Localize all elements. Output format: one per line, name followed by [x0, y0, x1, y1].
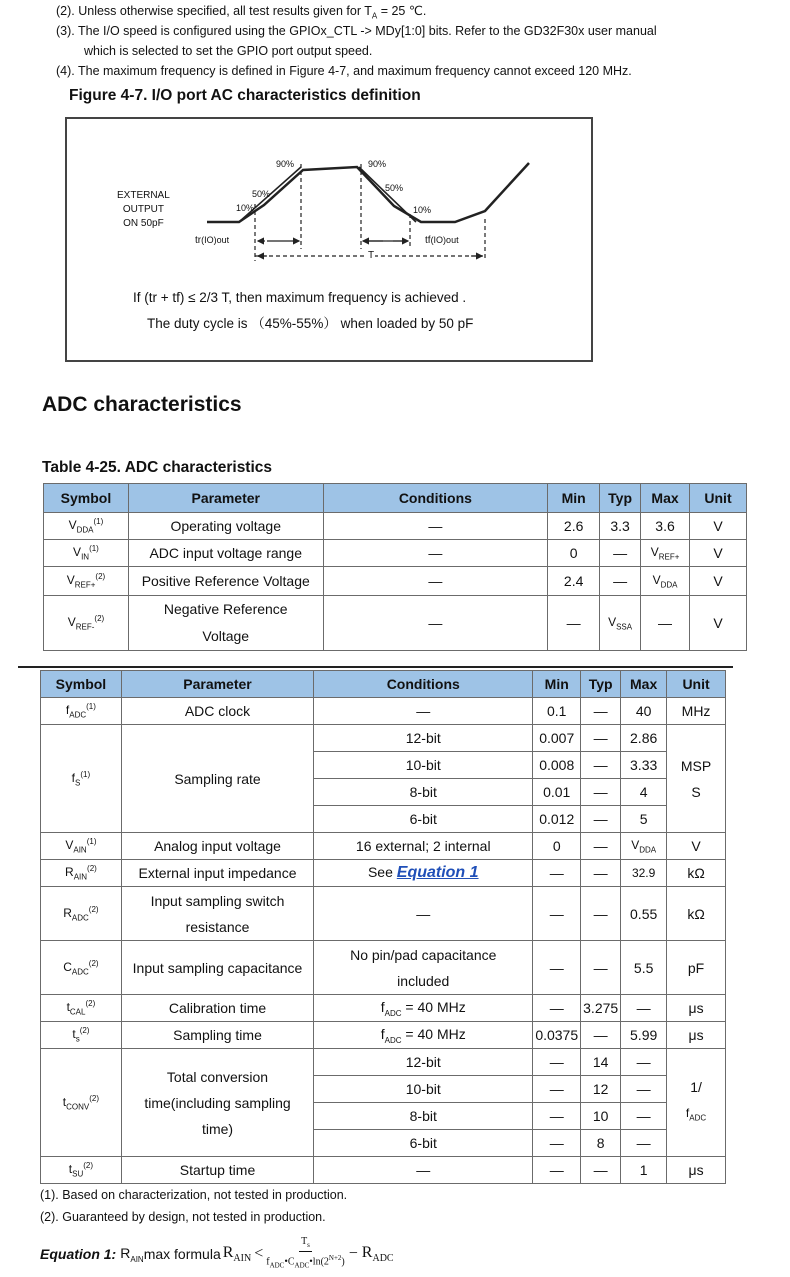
equation-1: [40, 1238, 394, 1270]
header-max: Max: [621, 671, 667, 698]
equation-minus: −: [348, 1245, 358, 1262]
param-cell: Analog input voltage: [121, 833, 313, 860]
min-cell: —: [533, 1157, 581, 1184]
min-cell: 2.4: [548, 567, 600, 596]
max-cell: $V_{DDA}$: [641, 567, 690, 596]
symbol-ts: $t_s^{(2)}$: [41, 1022, 122, 1049]
max-cell: $V_{REF+}$: [641, 540, 690, 567]
cond-cell: —: [323, 540, 548, 567]
symbol-tcal: $t_{CAL}^{(2)}$: [41, 995, 122, 1022]
typ-cell: —: [581, 1022, 621, 1049]
min-cell: —: [533, 887, 581, 941]
unit-cell: V: [690, 540, 747, 567]
symbol-cadc: $C_{ADC}^{(2)}$: [41, 941, 122, 995]
param-cell: External input impedance: [121, 860, 313, 887]
typ-cell: —: [600, 540, 641, 567]
unit-cell: V: [667, 833, 726, 860]
cond-cell: —: [323, 567, 548, 596]
max-cell: 5.5: [621, 941, 667, 995]
symbol-rain: $R_{AIN}^{(2)}$: [41, 860, 122, 887]
param-cell: Input sampling capacitance: [121, 941, 313, 995]
header-symbol: Symbol: [41, 671, 122, 698]
symbol-vin: $V_{IN}^{(1)}$: [44, 540, 129, 567]
typ-cell: —: [581, 941, 621, 995]
symbol-fadc: $f_{ADC}^{(1)}$: [41, 698, 122, 725]
unit-cell: V: [690, 567, 747, 596]
unit-cell: 1/ $f_{ADC}$: [667, 1049, 726, 1157]
cond-cell: $f_{ADC} = 40$ MHz: [314, 1022, 533, 1049]
typ-cell: 3.275: [581, 995, 621, 1022]
external-output-label: EXTERNAL OUTPUT ON 50pF: [117, 190, 170, 229]
typ-cell: —: [581, 698, 621, 725]
symbol-vref-plus: $V_{REF+}^{(2)}$: [44, 567, 129, 596]
footnote-2: (2). Guaranteed by design, not tested in production.: [40, 1210, 326, 1224]
table-row: [41, 725, 726, 752]
pct-90-rise: 90%: [276, 159, 295, 169]
param-cell: Total conversion time(including sampling time): [121, 1049, 313, 1157]
cond-cell: —: [323, 513, 548, 540]
symbol-tsu: $t_{SU}^{(2)}$: [41, 1157, 122, 1184]
param-cell: Input sampling switch resistance: [121, 887, 313, 941]
param-cell: Calibration time: [121, 995, 313, 1022]
typ-cell: 3.3: [600, 513, 641, 540]
param-cell: Startup time: [121, 1157, 313, 1184]
typ-cell: —: [600, 567, 641, 596]
header-conditions: Conditions: [314, 671, 533, 698]
max-cell: —: [621, 1049, 667, 1076]
table1-header-row: [44, 484, 747, 513]
note-4: (4). The maximum frequency is defined in Figure 4-7, and maximum frequency cannot exceed 120 MHz.: [56, 64, 632, 78]
min-cell: —: [533, 860, 581, 887]
symbol-vain: $V_{AIN}^{(1)}$: [41, 833, 122, 860]
unit-cell: kΩ: [667, 887, 726, 941]
figure-box: [65, 117, 593, 362]
table2-header-row: [41, 671, 726, 698]
min-cell: 0.01: [533, 779, 581, 806]
cond-cell: 12-bit: [314, 1049, 533, 1076]
max-cell: —: [621, 1076, 667, 1103]
equation-lt: <: [254, 1245, 264, 1262]
header-min: Min: [533, 671, 581, 698]
condition-line-2: The duty cycle is （45%-55%） when loaded by 50 pF: [147, 316, 474, 331]
equation-fraction: [266, 1236, 345, 1271]
typ-cell: —: [581, 779, 621, 806]
min-cell: 0.1: [533, 698, 581, 725]
header-symbol: Symbol: [44, 484, 129, 513]
equation-r: $R_{AIN}$: [120, 1244, 144, 1264]
max-cell: 3.33: [621, 752, 667, 779]
unit-cell: μs: [667, 995, 726, 1022]
cond-cell: 8-bit: [314, 779, 533, 806]
pct-10-fall: 10%: [413, 205, 432, 215]
symbol-radc: $R_{ADC}^{(2)}$: [41, 887, 122, 941]
max-cell: 5: [621, 806, 667, 833]
typ-cell: $V_{SSA}$: [600, 596, 641, 651]
min-cell: 0: [548, 540, 600, 567]
param-cell: Operating voltage: [128, 513, 323, 540]
cond-cell: 10-bit: [314, 752, 533, 779]
table-row: [41, 941, 726, 995]
table-row: [41, 698, 726, 725]
table-row: [41, 1022, 726, 1049]
note-3-cont: which is selected to set the GPIO port output speed.: [84, 44, 373, 58]
cond-cell: 10-bit: [314, 1076, 533, 1103]
equation-label: Equation 1:: [40, 1246, 117, 1262]
header-max: Max: [641, 484, 690, 513]
header-parameter: Parameter: [121, 671, 313, 698]
param-cell: Negative Reference Voltage: [128, 596, 323, 651]
equation-numerator: $T_s$: [299, 1236, 312, 1252]
tr-label: tr(IO)out: [195, 235, 230, 246]
pct-50-rise: 50%: [252, 189, 271, 199]
min-cell: 0.0375: [533, 1022, 581, 1049]
cond-cell: —: [314, 698, 533, 725]
cond-cell: No pin/pad capacitance included: [314, 941, 533, 995]
cond-cell: —: [314, 1157, 533, 1184]
equation-1-link[interactable]: Equation 1: [396, 864, 479, 881]
unit-cell: MHz: [667, 698, 726, 725]
min-cell: —: [548, 596, 600, 651]
table-row: [44, 513, 747, 540]
min-cell: 0.007: [533, 725, 581, 752]
header-typ: Typ: [581, 671, 621, 698]
max-cell: —: [641, 596, 690, 651]
note-3: (3). The I/O speed is configured using the GPIOx_CTL -> MDy[1:0] bits. Refer to the GD32F30x user manual: [56, 24, 657, 38]
unit-cell: μs: [667, 1157, 726, 1184]
tf-label: tf(IO)out: [425, 235, 459, 246]
min-cell: 2.6: [548, 513, 600, 540]
min-cell: —: [533, 941, 581, 995]
max-cell: —: [621, 1130, 667, 1157]
cond-cell: 6-bit: [314, 806, 533, 833]
max-cell: 1: [621, 1157, 667, 1184]
table-row: [44, 567, 747, 596]
section-title: ADC characteristics: [42, 393, 242, 416]
symbol-fs: $f_S^{(1)}$: [41, 725, 122, 833]
param-cell: ADC input voltage range: [128, 540, 323, 567]
typ-cell: 10: [581, 1103, 621, 1130]
param-cell: Sampling time: [121, 1022, 313, 1049]
max-cell: 0.55: [621, 887, 667, 941]
cond-cell: —: [323, 596, 548, 651]
typ-cell: —: [581, 860, 621, 887]
min-cell: —: [533, 1049, 581, 1076]
unit-cell: MSP S: [667, 725, 726, 833]
min-cell: —: [533, 995, 581, 1022]
min-cell: 0: [533, 833, 581, 860]
typ-cell: —: [581, 725, 621, 752]
max-cell: 3.6: [641, 513, 690, 540]
min-cell: —: [533, 1103, 581, 1130]
figure-title: Figure 4-7. I/O port AC characteristics definition: [69, 87, 421, 104]
header-conditions: Conditions: [323, 484, 548, 513]
cond-cell: 12-bit: [314, 725, 533, 752]
table-row: [44, 596, 747, 651]
footnote-1: (1). Based on characterization, not tested in production.: [40, 1188, 348, 1202]
equation-lhs: $R_{AIN}$: [222, 1243, 252, 1265]
param-cell: Sampling rate: [121, 725, 313, 833]
max-cell: —: [621, 1103, 667, 1130]
adc-table-part1: [43, 483, 747, 651]
min-cell: —: [533, 1076, 581, 1103]
symbol-tconv: $t_{CONV}^{(2)}$: [41, 1049, 122, 1157]
cond-cell: 6-bit: [314, 1130, 533, 1157]
cond-cell: —: [314, 887, 533, 941]
cond-cell: 16 external; 2 internal: [314, 833, 533, 860]
unit-cell: pF: [667, 941, 726, 995]
table-title: Table 4-25. ADC characteristics: [42, 459, 273, 476]
table-row: [41, 833, 726, 860]
equation-denominator: $f_{ADC}•C_{ADC}•\ln(2^{N+2})$: [266, 1254, 345, 1270]
cond-cell: $f_{ADC} = 40$ MHz: [314, 995, 533, 1022]
table-row: [41, 860, 726, 887]
header-min: Min: [548, 484, 600, 513]
header-unit: Unit: [667, 671, 726, 698]
max-cell: 40: [621, 698, 667, 725]
max-cell: 2.86: [621, 725, 667, 752]
typ-cell: —: [581, 887, 621, 941]
equation-text: max formula: [143, 1246, 221, 1262]
cond-cell: 8-bit: [314, 1103, 533, 1130]
typ-cell: —: [581, 833, 621, 860]
table-row: [41, 887, 726, 941]
period-label: T: [368, 250, 375, 261]
adc-table-part2: [40, 670, 726, 1184]
pct-90-fall: 90%: [368, 159, 387, 169]
unit-cell: V: [690, 596, 747, 651]
table-row: [41, 995, 726, 1022]
note-2: (2). Unless otherwise specified, all test results given for $T_A = 25$ ℃.: [56, 4, 427, 21]
typ-cell: 12: [581, 1076, 621, 1103]
typ-cell: 14: [581, 1049, 621, 1076]
min-cell: —: [533, 1130, 581, 1157]
pct-10-rise: 10%: [236, 203, 255, 213]
min-cell: 0.012: [533, 806, 581, 833]
typ-cell: —: [581, 1157, 621, 1184]
table-row: [44, 540, 747, 567]
header-unit: Unit: [690, 484, 747, 513]
symbol-vdda: $V_{DDA}^{(1)}$: [44, 513, 129, 540]
equation-rhs: $R_{ADC}$: [361, 1243, 394, 1265]
cond-cell: See Equation 1: [314, 860, 533, 887]
param-cell: Positive Reference Voltage: [128, 567, 323, 596]
typ-cell: 8: [581, 1130, 621, 1157]
pct-50-fall: 50%: [385, 183, 404, 193]
unit-cell: μs: [667, 1022, 726, 1049]
max-cell: $V_{DDA}$: [621, 833, 667, 860]
condition-line-1: If (tr + tf) ≤ 2/3 T, then maximum frequency is achieved .: [133, 290, 467, 305]
min-cell: 0.008: [533, 752, 581, 779]
max-cell: 32.9: [621, 860, 667, 887]
header-parameter: Parameter: [128, 484, 323, 513]
header-typ: Typ: [600, 484, 641, 513]
page-break-line: [18, 666, 733, 668]
max-cell: —: [621, 995, 667, 1022]
table-row: [41, 1157, 726, 1184]
typ-cell: —: [581, 752, 621, 779]
unit-cell: V: [690, 513, 747, 540]
symbol-vref-minus: $V_{REF-}^{(2)}$: [44, 596, 129, 651]
table-row: [41, 1049, 726, 1076]
unit-cell: kΩ: [667, 860, 726, 887]
max-cell: 5.99: [621, 1022, 667, 1049]
typ-cell: —: [581, 806, 621, 833]
param-cell: ADC clock: [121, 698, 313, 725]
max-cell: 4: [621, 779, 667, 806]
